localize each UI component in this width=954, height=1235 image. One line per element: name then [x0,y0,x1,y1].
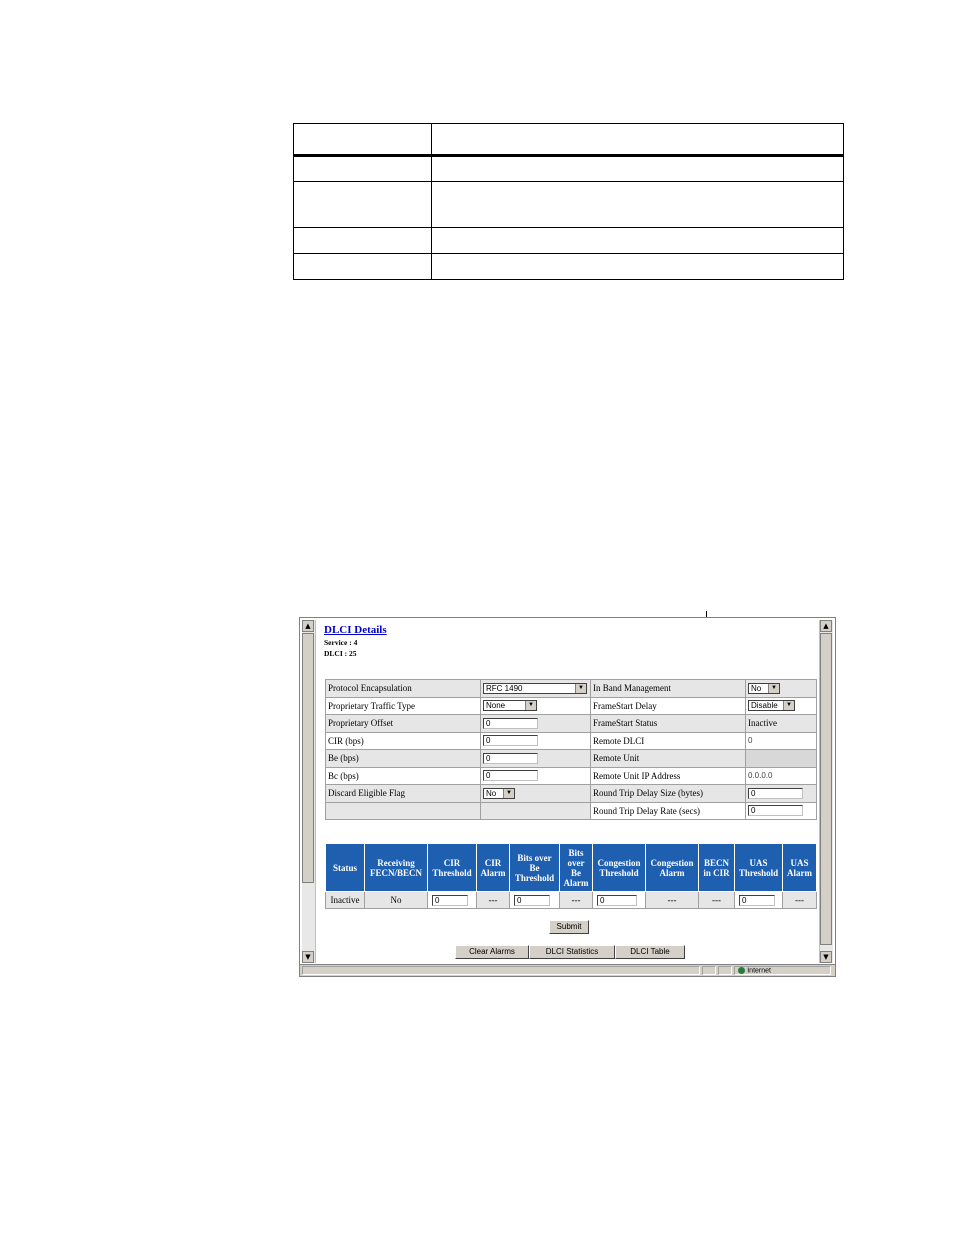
arrow-down-icon[interactable]: ▼ [820,951,832,963]
remote-unit-ip-label: Remote Unit IP Address [591,767,746,785]
table-cell [432,228,844,254]
chevron-down-icon: ▼ [575,684,586,693]
table-cell [294,182,432,228]
receiving-value: No [365,892,428,909]
remote-unit-value [746,750,817,768]
bc-input[interactable]: 0 [483,770,538,781]
table-cell [432,156,844,182]
submit-button[interactable]: Submit [549,920,589,934]
document-table [293,123,844,280]
page-content [324,624,819,956]
remote-dlci-label: Remote DLCI [591,732,746,750]
becn-in-cir-value: --- [699,892,735,909]
left-scrollbar[interactable] [302,620,316,963]
bits-over-be-alarm-value: --- [560,892,593,909]
framestart-delay-label: FrameStart Delay [591,697,746,715]
table-cell [294,156,432,182]
header-status: Status [326,844,365,892]
bits-over-be-threshold-input[interactable]: 0 [514,895,550,906]
remote-unit-label: Remote Unit [591,750,746,768]
framestart-status-value: Inactive [746,715,817,733]
proprietary-traffic-type-select[interactable]: None ▼ [483,700,537,711]
table-cell [294,228,432,254]
round-trip-delay-size-label: Round Trip Delay Size (bytes) [591,785,746,803]
scrollbar-thumb[interactable] [302,633,314,883]
be-label: Be (bps) [326,750,481,768]
header-cir-threshold: CIR Threshold [428,844,477,892]
table-cell [432,254,844,280]
header-cir-alarm: CIR Alarm [477,844,510,892]
service-label: Service : 4 [324,638,358,647]
cir-input[interactable]: 0 [483,735,538,746]
header-becn-in-cir: BECN in CIR [699,844,735,892]
discard-eligible-flag-label: Discard Eligible Flag [326,785,481,803]
dlci-statistics-button[interactable]: DLCI Statistics [529,945,615,959]
uas-alarm-value: --- [783,892,817,909]
cir-threshold-input[interactable]: 0 [432,895,468,906]
uas-threshold-input[interactable]: 0 [739,895,775,906]
protocol-encapsulation-label: Protocol Encapsulation [326,680,481,698]
empty-cell [481,802,591,820]
proprietary-offset-input[interactable]: 0 [483,718,538,729]
header-congestion-threshold: Congestion Threshold [593,844,646,892]
proprietary-traffic-type-label: Proprietary Traffic Type [326,697,481,715]
right-scrollbar[interactable] [819,620,833,963]
table-cell [294,124,432,156]
chevron-down-icon: ▼ [783,701,794,710]
scrollbar-thumb[interactable] [820,633,832,945]
in-band-management-label: In Band Management [591,680,746,698]
congestion-threshold-input[interactable]: 0 [597,895,637,906]
table-cell [432,182,844,228]
dlci-table-button[interactable]: DLCI Table [615,945,685,959]
clear-alarms-button[interactable]: Clear Alarms [455,945,529,959]
protocol-encapsulation-select[interactable]: RFC 1490 ▼ [483,683,587,694]
arrow-up-icon[interactable]: ▲ [820,620,832,632]
empty-cell [326,802,481,820]
header-bits-over-be-alarm: Bits over Be Alarm [560,844,593,892]
arrow-down-icon[interactable]: ▼ [302,951,314,963]
chevron-down-icon: ▼ [525,701,536,710]
cir-alarm-value: --- [477,892,510,909]
round-trip-delay-rate-input[interactable]: 0 [748,805,803,816]
globe-icon [738,967,745,974]
status-cell [702,966,716,975]
zone-label: Internet [747,967,771,975]
header-uas-threshold: UAS Threshold [735,844,783,892]
status-value: Inactive [326,892,365,909]
remote-unit-ip-value: 0.0.0.0 [746,767,817,785]
cir-label: CIR (bps) [326,732,481,750]
browser-window [299,617,836,977]
bc-label: Bc (bps) [326,767,481,785]
table-cell [432,124,844,156]
zone-cell [734,966,831,975]
status-bar [300,964,835,976]
round-trip-delay-rate-label: Round Trip Delay Rate (secs) [591,802,746,820]
congestion-alarm-value: --- [646,892,699,909]
chevron-down-icon: ▼ [768,684,779,693]
table-row [326,892,817,909]
framestart-delay-select[interactable]: Disable ▼ [748,700,795,711]
status-cell [718,966,732,975]
in-band-management-select[interactable]: No ▼ [748,683,780,694]
be-input[interactable]: 0 [483,753,538,764]
round-trip-delay-size-input[interactable]: 0 [748,788,803,799]
framestart-status-label: FrameStart Status [591,715,746,733]
table-cell [294,254,432,280]
header-uas-alarm: UAS Alarm [783,844,817,892]
status-cell [302,966,700,975]
page-title[interactable]: DLCI Details [324,624,387,636]
alarm-thresholds-table [325,843,817,909]
header-receiving: Receiving FECN/BECN [365,844,428,892]
header-bits-over-be-threshold: Bits over Be Threshold [510,844,560,892]
dlci-details-table [325,679,817,820]
header-congestion-alarm: Congestion Alarm [646,844,699,892]
proprietary-offset-label: Proprietary Offset [326,715,481,733]
dlci-label: DLCI : 25 [324,649,357,658]
discard-eligible-flag-select[interactable]: No ▼ [483,788,515,799]
remote-dlci-value: 0 [746,732,817,750]
chevron-down-icon: ▼ [503,789,514,798]
arrow-up-icon[interactable]: ▲ [302,620,314,632]
